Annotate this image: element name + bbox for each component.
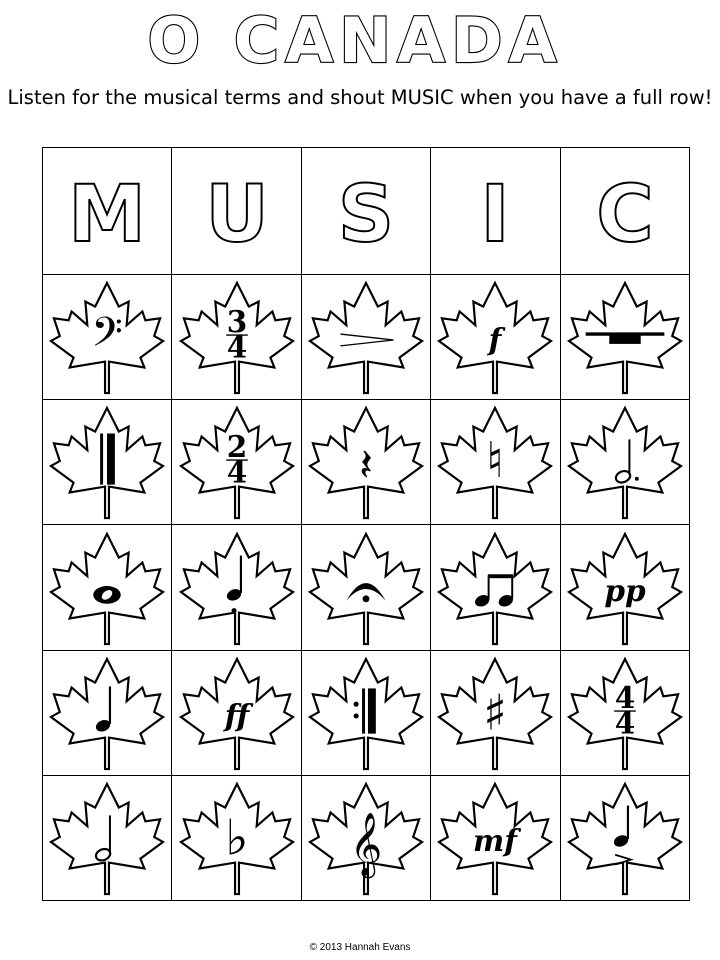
time-signature-bottom: 4: [226, 329, 247, 365]
whole-note-symbol: [93, 586, 121, 604]
natural-sign-symbol: [487, 431, 505, 489]
header-letter-m: M: [68, 170, 146, 261]
forte-text: f: [489, 322, 502, 358]
board-row: [43, 525, 690, 650]
maple-leaf-icon: [51, 784, 163, 894]
flat-sign-symbol: [225, 809, 248, 867]
bingo-cell-mezzo-forte[interactable]: [431, 775, 560, 900]
bingo-cell-dotted-half-note[interactable]: [560, 400, 689, 525]
bingo-cell-natural-sign[interactable]: [431, 400, 560, 525]
header-cell-i: [431, 148, 560, 275]
pianissimo-symbol: [604, 572, 646, 607]
quarter-rest-glyph: 𝄽: [359, 439, 373, 493]
board-row: [43, 775, 690, 900]
treble-clef-glyph: 𝄞: [349, 811, 383, 876]
time-signature-3-4-symbol: [226, 304, 248, 365]
bingo-cell-whole-note[interactable]: [43, 525, 172, 650]
pianissimo-text: pp: [604, 572, 646, 608]
bingo-cell-whole-rest[interactable]: [560, 275, 689, 400]
page-title: [147, 4, 563, 77]
sharp-sign-glyph: ♯: [483, 683, 508, 742]
mezzo-forte-text: mf: [473, 822, 518, 858]
bingo-cell-fermata[interactable]: [301, 525, 430, 650]
maple-leaf-icon: [310, 283, 422, 393]
maple-leaf-icon: [310, 659, 422, 769]
bingo-cell-quarter-note[interactable]: [43, 650, 172, 775]
bingo-cell-eighth-note-pair[interactable]: [431, 525, 560, 650]
header-cell-u: [172, 148, 301, 275]
bingo-cell-treble-clef[interactable]: [301, 775, 430, 900]
time-signature-top: 3: [226, 304, 247, 340]
time-signature-bottom: 4: [614, 705, 636, 741]
thin-bar: [100, 434, 103, 485]
board-row: [43, 275, 690, 400]
header-letter-i: I: [480, 170, 510, 261]
instructions-text: Listen for the musical terms and shout MUSIC when you have a full row!: [7, 86, 713, 109]
page-title-text: O CANADA: [147, 4, 563, 77]
header-cell-c: [560, 148, 689, 275]
bingo-cell-bass-clef[interactable]: [43, 275, 172, 400]
board-row: [43, 400, 690, 525]
flat-sign-glyph: ♭: [224, 808, 249, 867]
time-signature-bottom: 4: [226, 455, 247, 491]
sharp-sign-symbol: [483, 683, 507, 741]
time-signature-4-4-symbol: [614, 680, 636, 741]
bingo-cell-time-signature-3-4[interactable]: [172, 275, 301, 400]
maple-leaf-icon: [51, 659, 163, 769]
time-signature-top: 4: [614, 679, 636, 715]
whole-note-mark: [93, 586, 121, 604]
bingo-cell-pianissimo[interactable]: [560, 525, 689, 650]
header-cell-s: [301, 148, 430, 275]
time-signature-top: 2: [226, 429, 247, 465]
header-letter-u: U: [204, 170, 269, 261]
bingo-board: [42, 147, 690, 901]
fortissimo-text: ff: [224, 697, 249, 733]
bingo-cell-half-note[interactable]: [43, 775, 172, 900]
bingo-cell-flat-sign[interactable]: [172, 775, 301, 900]
mezzo-forte-symbol: [473, 823, 521, 858]
fortissimo-symbol: [222, 698, 253, 733]
maple-leaf-icon: [569, 408, 681, 518]
bingo-cell-time-signature-4-4[interactable]: [560, 650, 689, 775]
bingo-cell-double-bar-line[interactable]: [43, 400, 172, 525]
quarter-rest-symbol: [359, 439, 373, 492]
bass-clef-glyph: 𝄢: [91, 307, 123, 366]
header-row: [43, 148, 690, 275]
bass-clef-symbol: [91, 308, 123, 366]
thick-bar: [107, 434, 115, 485]
header-letter-s: S: [337, 170, 395, 261]
time-signature-2-4-symbol: [226, 429, 248, 490]
bingo-cell-quarter-rest[interactable]: [301, 400, 430, 525]
double-bar-line-symbol: [100, 434, 115, 485]
whole-rest-block: [609, 334, 640, 344]
natural-sign-glyph: ♮: [486, 431, 505, 490]
copyright-footer: © 2013 Hannah Evans: [309, 942, 411, 953]
maple-leaf-icon: [181, 533, 293, 643]
board-row: [43, 650, 690, 775]
bingo-cell-repeat-sign[interactable]: [301, 650, 430, 775]
bingo-cell-decrescendo[interactable]: [301, 275, 430, 400]
bingo-cell-forte[interactable]: [431, 275, 560, 400]
header-cell-m: [43, 148, 172, 275]
treble-clef-symbol: [350, 811, 383, 878]
bingo-cell-fortissimo[interactable]: [172, 650, 301, 775]
bingo-cell-accented-quarter-note[interactable]: [560, 775, 689, 900]
bingo-cell-staccato-quarter-note[interactable]: [172, 525, 301, 650]
header-letter-c: C: [596, 170, 654, 261]
bingo-cell-time-signature-2-4[interactable]: [172, 400, 301, 525]
maple-leaf-icon: [439, 533, 551, 643]
bingo-cell-sharp-sign[interactable]: [431, 650, 560, 775]
